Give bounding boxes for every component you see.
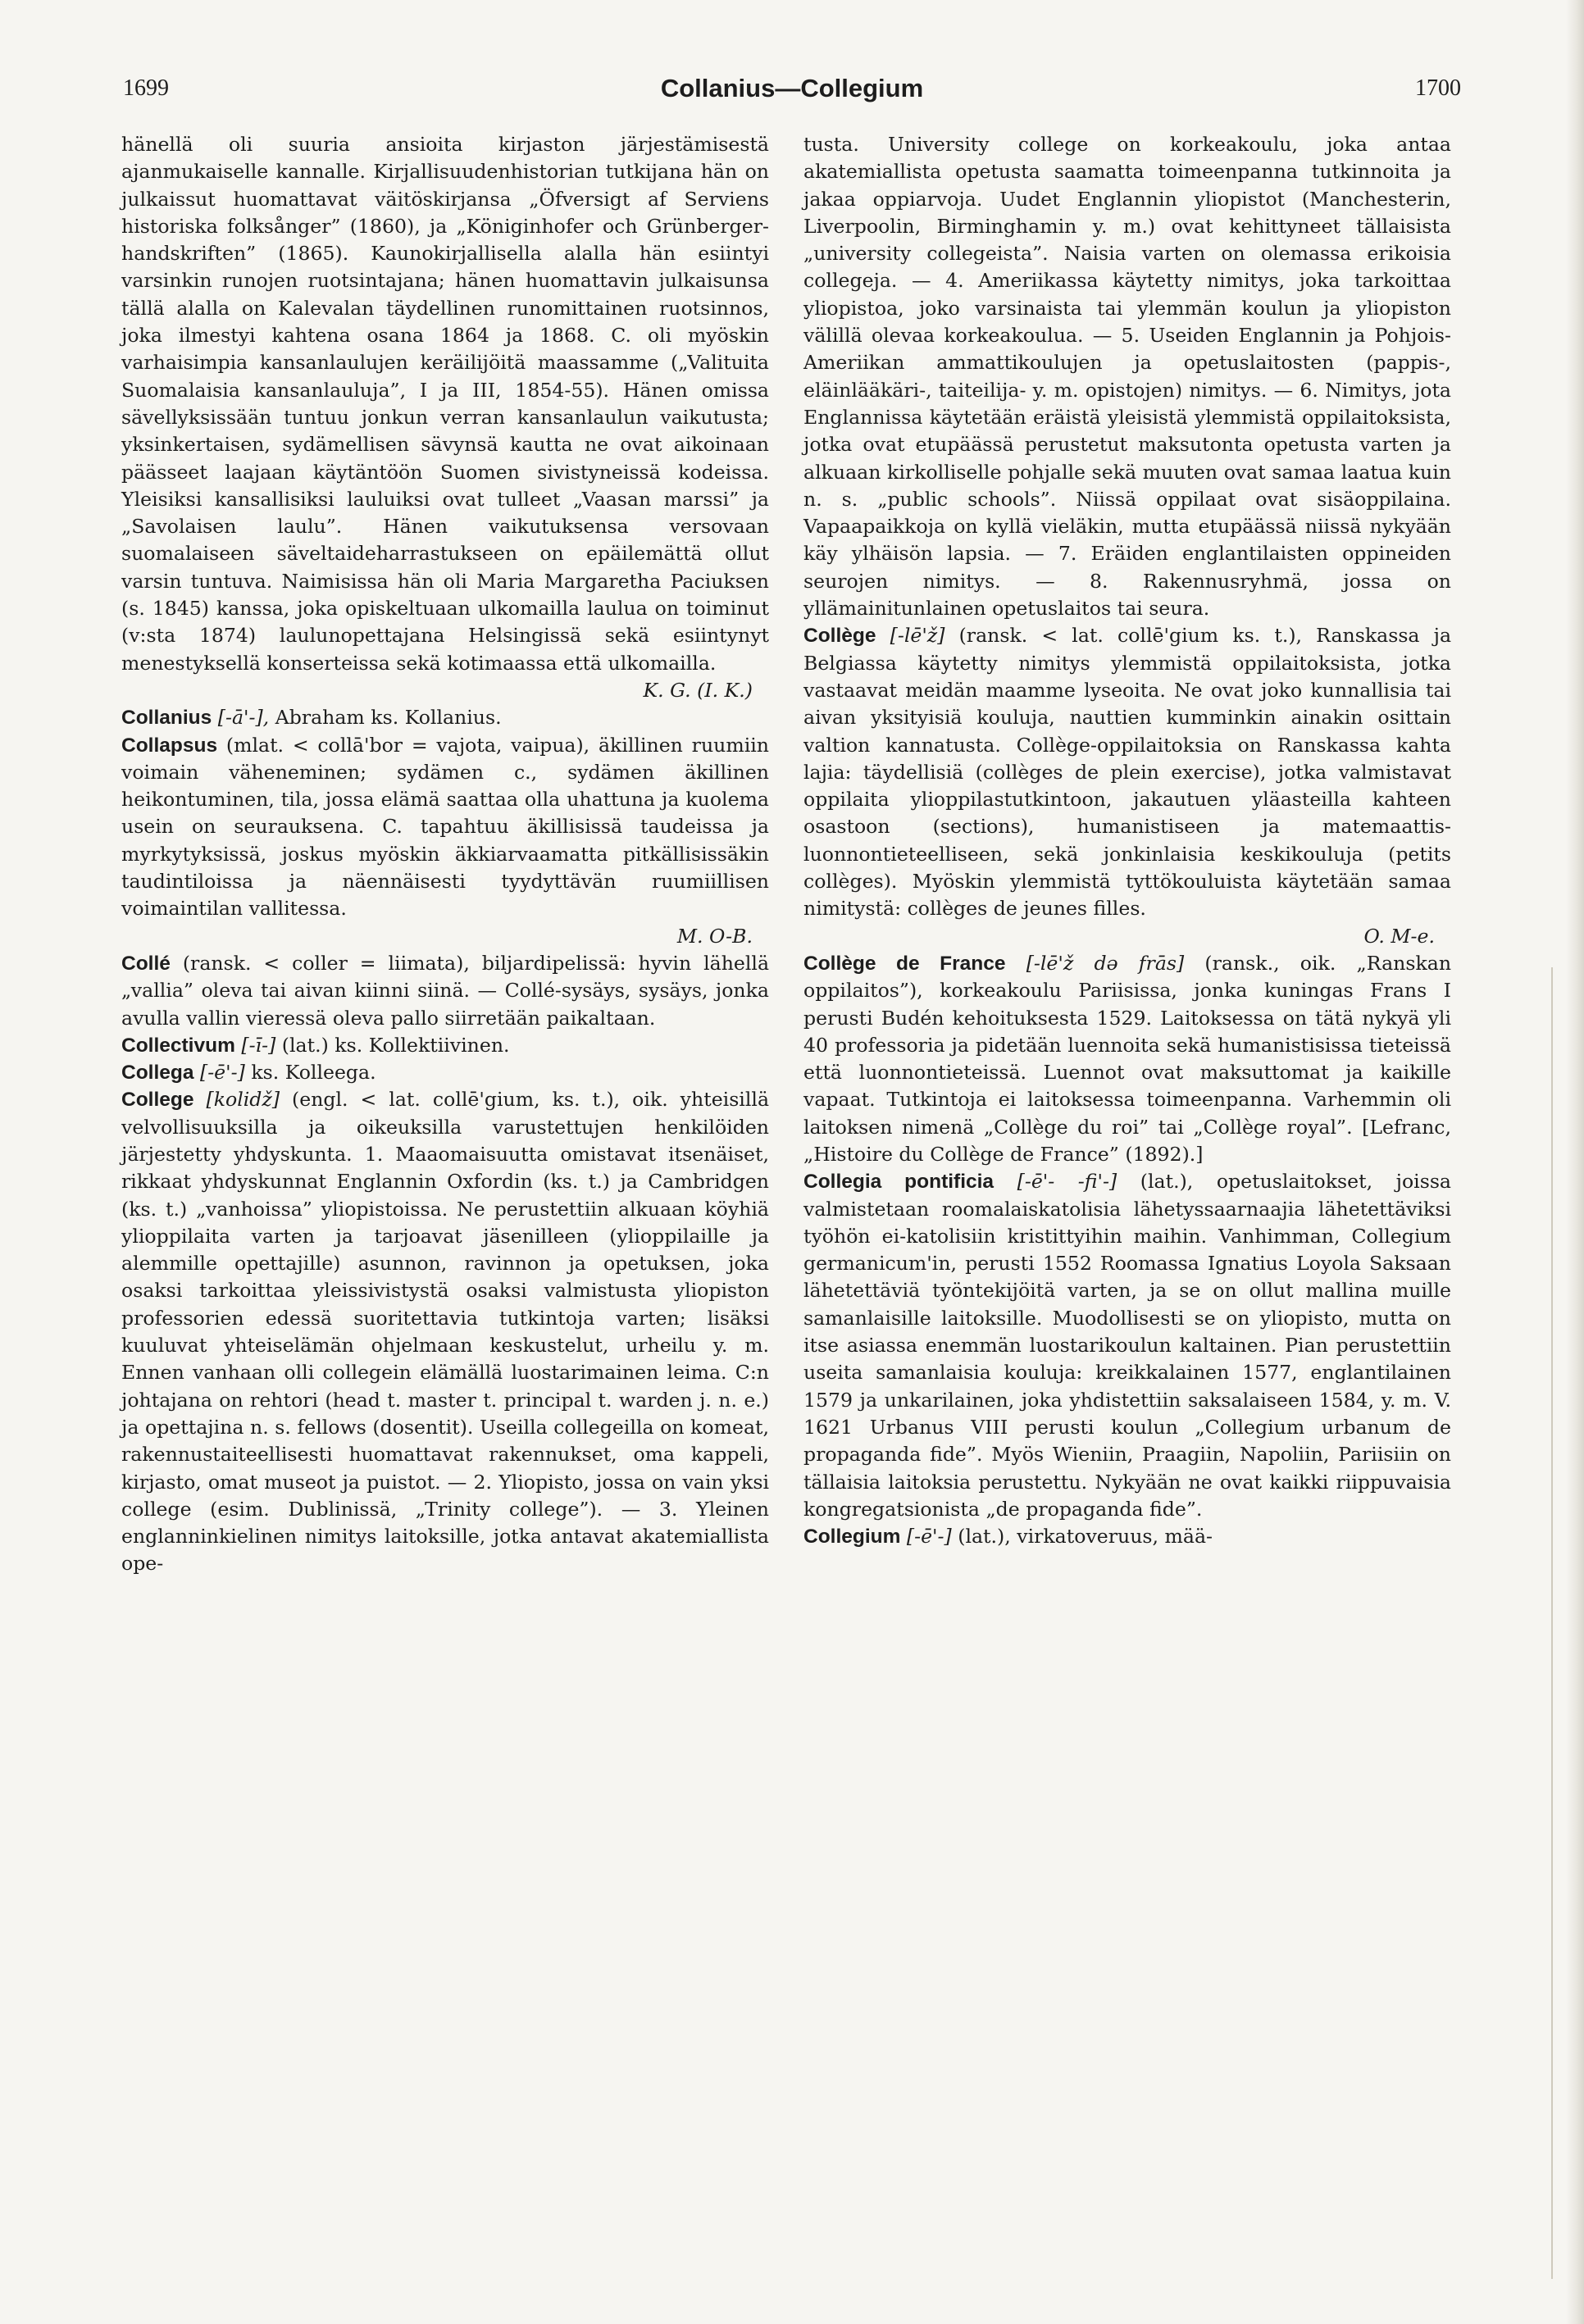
- entry-text: Abraham ks. Kollanius.: [275, 706, 502, 730]
- entry-pronunciation: [-ē'-]: [906, 1525, 952, 1549]
- dictionary-entry: [121, 1032, 769, 1059]
- continued-text: [121, 131, 769, 704]
- entry-pronunciation: [-lē'ž]: [890, 624, 945, 648]
- entry-pronunciation: [-ī-]: [241, 1033, 276, 1057]
- entry-pronunciation: [-ē'- -fi'-]: [1017, 1170, 1117, 1194]
- entry-headword: Collegium: [803, 1526, 901, 1549]
- right-column: [803, 131, 1451, 1550]
- entry-headword: College: [121, 1089, 194, 1112]
- page-number-left: 1699: [123, 75, 169, 101]
- entry-text: (lat.), virkatoveruus, mää-: [958, 1525, 1213, 1549]
- page-header: [123, 75, 1461, 115]
- continued-text: [803, 131, 1451, 622]
- left-column: [121, 131, 769, 1578]
- entry-text: (mlat. < collā'bor = vajota, vaipua), äkillinen ruumiin voimain väheneminen; sydämen c., sydämen äkillinen heikontuminen, tila, jossa elämä saattaa olla uhattuna ja kuolema usein on seurauksena. C. tapahtuu äkillisissä taudeissa ja myrkytyksissä, joskus myöskin äkkiarvaamatta pitkällisissäkin taudintiloissa ja näennäisesti tyydyttävän ruumiillisen voimaintilan vallitessa.: [121, 733, 770, 921]
- dictionary-entry: [803, 622, 1451, 950]
- entry-pronunciation: [-ā'-],: [217, 706, 270, 730]
- entry-headword: Collapsus: [121, 734, 218, 757]
- entry-headword: Collectivum: [121, 1034, 235, 1057]
- entry-pronunciation: [kolidž]: [206, 1088, 280, 1112]
- entry-pronunciation: [-ē'-]: [200, 1061, 245, 1085]
- entry-text: hänellä oli suuria ansioita kirjaston järjestämisestä ajanmukaiselle kannalle. Kirjallisuudenhistorian tutkijana hän on julkaissut huomattavat väitöskirjansa „Öfversigt af Serviens historiska folksånger” (1860), ja „Königinhofer och Grünberger-handskriften” (1865). Kaunokirjallisella alalla hän esiintyi varsinkin runojen ruotsintajana; hänen huomattavin julkaisunsa tällä alalla on Kalevalan täydellinen runomittainen ruotsinnos, joka ilmestyi kahtena osana 1864 ja 1868. C. oli myöskin varhaisimpia kansanlaulujen keräilijöitä maassamme („Valituita Suomalaisia kansanlauluja”, I ja III, 1854-55). Hänen omissa sävellyksissään tuntuu jonkun verran kansanlaulun vaikutusta; yksinkertaisen, sydämellisen sävynsä kautta ne ovat aikoinaan päässeet laajaan käytäntöön Suomen sivistyneissä kodeissa. Yleisiksi kansallisiksi lauluiksi ovat tulleet „Vaasan marssi” ja „Savolaisen laulu”. Hänen vaikutuksensa versovaan suomalaiseen säveltaideharrastukseen on epäilemättä ollut varsin tuntuva. Naimisissa hän oli Maria Margaretha Paciuksen (s. 1845) kanssa, joka opiskeltuaan ulkomailla laulua on toiminut (v:sta 1874) laulunopettajana Helsingissä sekä esiintynyt menestyksellä konserteissa sekä kotimaassa että ulkomailla.: [121, 133, 769, 675]
- entry-text: tusta. University college on korkeakoulu, joka antaa akatemiallista opetusta saamatta toimeenpanna tutkinnoita ja jakaa oppiarvoja. Uudet Englannin yliopistot (Manchesterin, Liverpoolin, Birminghamin y. m.) ovat kehittyneet tällaisista „university collegeista”. Naisia varten on olemassa erikoisia collegeja. — 4. Ameriikassa käytetty nimitys, joka tarkoittaa yliopistoa, joko varsinaista tai ylemmän koulun ja yliopiston välillä olevaa korkeakoulua. — 5. Useiden Englannin ja Pohjois-Ameriikan ammattikoulujen ja opetuslaitosten (pappis-, eläinlääkäri-, taiteilija- y. m. opistojen) nimitys. — 6. Nimitys, jota Englannissa käytetään eräistä yleisistä ylemmistä oppilaitoksista, jotka ovat etupäässä perustetut maksutonta opetusta varten ja alkuaan kirkolliselle pohjalle sekä muuten ovat samaa laatua kuin n. s. „public schools”. Niissä oppilaat ovat sisäoppilaina. Vapaapaikkoja on kyllä vieläkin, mutta etupäässä niissä nykyään käy ylhäisön lapsia. — 7. Eräiden englantilaisten oppineiden seurojen nimitys. — 8. Rakennusryhmä, jossa on yllämainitunlainen opetuslaitos tai seura.: [803, 133, 1451, 621]
- entry-headword: Collège de France: [803, 952, 1006, 975]
- entry-text: (ransk. < lat. collē'gium ks. t.), Ranskassa ja Belgiassa käytetty nimitys ylemmistä oppilaitoksista, jotka vastaavat meidän maamme lyseoita. Ne ovat joko kunnallisia tai aivan yksityisiä kouluja, nauttien kumminkin ainakin osittain valtion kannatusta. Collège-oppilaitoksia on Ranskassa kahta lajia: täydellisiä (collèges de plein exercise), jotka valmistavat oppilaita ylioppilastutkintoon, jakautuen yläasteilla kahteen osastoon (sections), humanistiseen ja matemaattis-luonnontieteelliseen, sekä jonkinlaisia keskikouluja (petits collèges). Myöskin ylemmistä tyttökouluista käytetään samaa nimitystä: collèges de jeunes filles.: [803, 624, 1452, 921]
- entry-headword: Collanius: [121, 707, 212, 730]
- dictionary-entry: [121, 732, 769, 950]
- dictionary-entry: [121, 950, 769, 1032]
- entry-headword: Collé: [121, 952, 171, 975]
- entry-text: (ransk. < coller = liimata), biljardipelissä: hyvin lähellä „vallia” oleva tai aivan kiinni siinä. — Collé-sysäys, sysäys, jonka avulla vallin vieressä oleva pallo siirretään paikaltaan.: [121, 951, 770, 1030]
- entry-pronunciation: [-lē'ž də frās]: [1026, 951, 1185, 975]
- dictionary-entry: [803, 1168, 1451, 1523]
- author-signature: O. M-e.: [1363, 924, 1435, 948]
- dictionary-entry: [803, 1523, 1451, 1550]
- dictionary-entry: [121, 704, 769, 731]
- entry-headword: Collège: [803, 625, 876, 648]
- entry-text: (lat.) ks. Kollektiivinen.: [281, 1033, 510, 1057]
- author-signature: K. G. (I. K.): [643, 678, 753, 702]
- dictionary-entry: [121, 1086, 769, 1577]
- binding-mark: [1551, 967, 1553, 2279]
- author-signature: M. O-B.: [676, 924, 753, 948]
- dictionary-entry: [803, 950, 1451, 1168]
- page-edge: [1566, 0, 1584, 2324]
- entry-text: ks. Kolleega.: [251, 1061, 376, 1085]
- running-title: Collanius—Collegium: [660, 74, 924, 102]
- dictionary-entry: [121, 1059, 769, 1086]
- entry-text: (lat.), opetuslaitokset, joissa valmistetaan roomalaiskatolisia lähetyssaarnaajia lähetettäviksi työhön ei-katolisiin kristittyihin maihin. Vanhimman, Collegium germanicum'in, perusti 1552 Roomassa Ignatius Loyola Saksaan lähetettäviä työntekijöitä varten, ja se on ollut mallina muille samanlaisille laitoksille. Muodollisesti se on yliopisto, mutta on itse asiassa enemmän luostarikoulun kaltainen. Pian perustettiin useita samanlaisia kouluja: kreikkalainen 1577, englantilainen 1579 ja unkarilainen, joka yhdistettiin saksalaiseen 1584, y. m. V. 1621 Urbanus VIII perusti koulun „Collegium urbanum de propaganda fide”. Myös Wieniin, Praagiin, Napoliin, Pariisiin on tällaisia laitoksia perustettu. Nykyään ne ovat kaikki riippuvaisia kongregatsionista „de propaganda fide”.: [803, 1170, 1451, 1521]
- entry-text: (engl. < lat. collē'gium, ks. t.), oik. yhteisillä velvollisuuksilla ja oikeuksilla varustettujen henkilöiden järjestetty yhdyskunta. 1. Maaomaisuutta omistavat itsenäiset, rikkaat yhdyskunnat Englannin Oxfordin (ks. t.) ja Cambridgen (ks. t.) „vanhoissa” yliopistoissa. Ne perustettiin alkuaan köyhiä ylioppilaita varten ja tarjoavat jäsenilleen (ylioppilaille ja alemmille opettajille) asunnon, ravinnon ja opetuksen, joka osaksi tarkoittaa yleissivistystä osaksi valmistusta yliopiston professorien edessä suoritettavia tutkintoja varten; lisäksi kuuluvat yhteiselämän ohjelmaan keskustelut, urheilu y. m. Ennen vanhaan olli collegein elämällä luostarimainen leima. C:n johtajana on rehtori (head t. master t. principal t. warden j. n. e.) ja opettajina n. s. fellows (dosentit). Useilla collegeilla on komeat, rakennustaiteellisesti huomattavat rakennukset, oma kappeli, kirjasto, omat museot ja puistot. — 2. Yliopisto, jossa on vain yksi college (esim. Dublinissä, „Trinity college”). — 3. Yleinen englanninkielinen nimitys laitoksille, jotka antavat akatemiallista ope-: [121, 1088, 770, 1576]
- page-number-right: 1700: [1415, 75, 1461, 101]
- entry-text: (ransk., oik. „Ranskan oppilaitos”), korkeakoulu Pariisissa, jonka kuningas Frans I perusti Budén kehoituksesta 1529. Laitoksessa on tätä nykyä yli 40 professoria ja pidetään luennoita sekä humanistisissa tieteissä että luonnontieteissä. Luennot ovat maksuttomat ja kaikille vapaat. Tutkintoja ei laitoksessa toimeenpanna. Varhemmin oli laitoksen nimenä „Collège du roi” tai „Collège royal”. [Lefranc, „Histoire du Collège de France” (1892).]: [803, 951, 1452, 1166]
- entry-headword: Collega: [121, 1062, 194, 1085]
- entry-headword: Collegia pontificia: [803, 1171, 995, 1194]
